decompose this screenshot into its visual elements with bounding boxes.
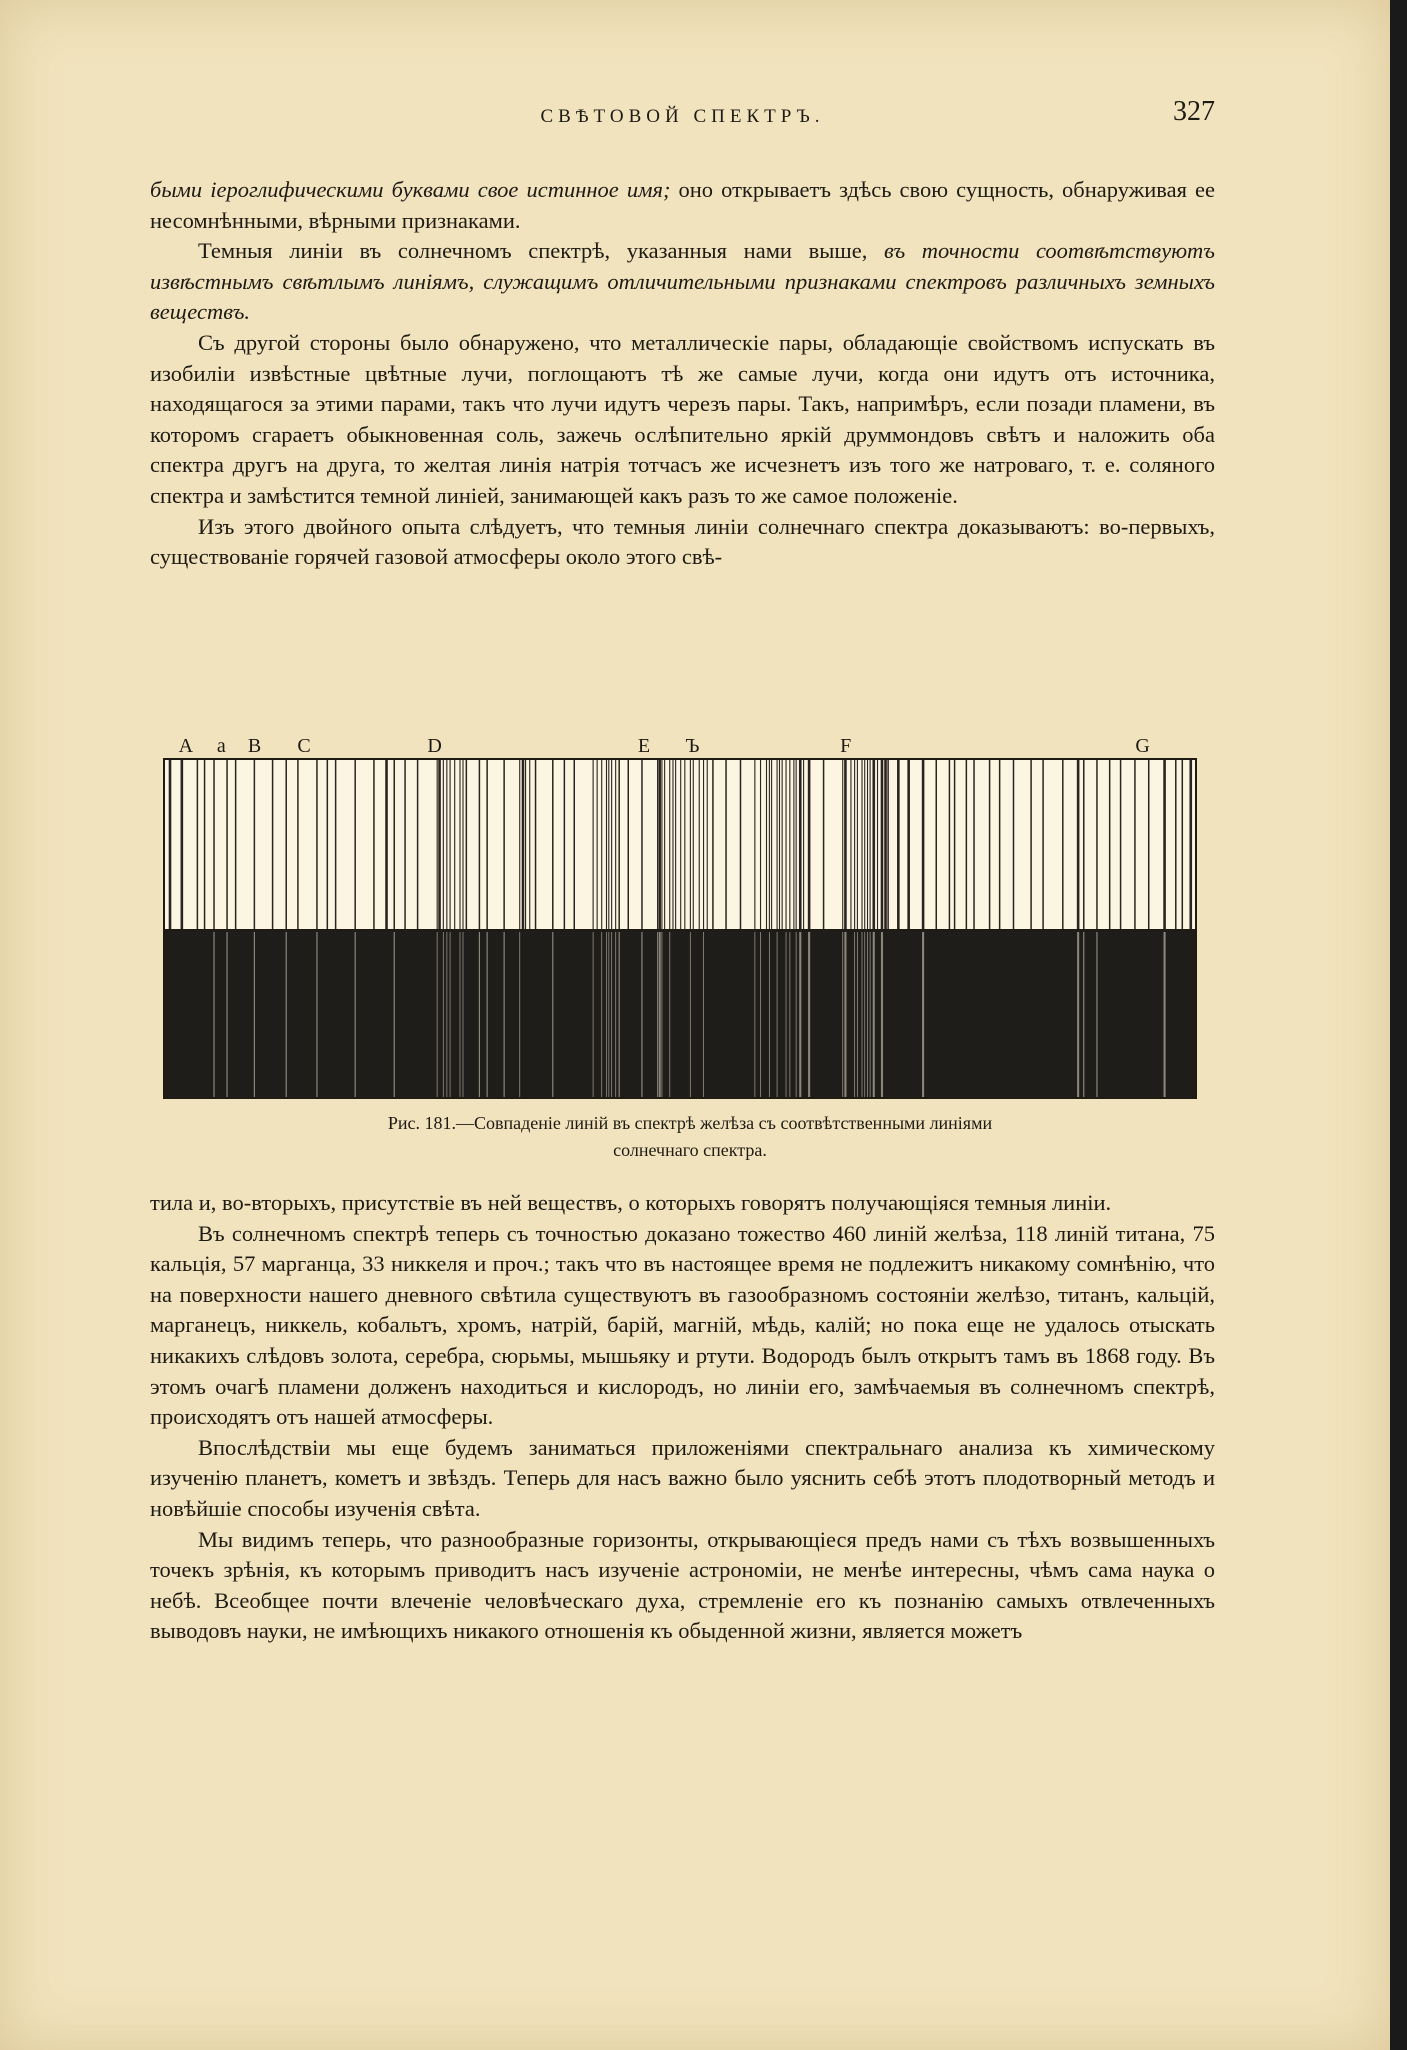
text-block-bottom — [150, 1188, 1215, 1647]
italic-phrase: быми iероглифическими буквами свое истинное имя; — [150, 177, 671, 202]
spectrum-label-3: C — [297, 735, 311, 757]
paragraph-continued — [150, 175, 1215, 236]
spectrum-line-labels — [160, 735, 1200, 757]
paragraph — [150, 236, 1215, 328]
page-number: 327 — [1173, 96, 1215, 127]
scan-edge — [1390, 0, 1407, 2050]
caption-line: Рис. 181.—Совпаденiе линiй въ спектрѣ желѣза съ соотвѣтственными линiями — [387, 1113, 993, 1133]
spectrum-figure — [160, 735, 1200, 1102]
spectrum-label-1: a — [216, 735, 226, 757]
paragraph: Въ солнечномъ спектрѣ теперь съ точностью доказано тожество 460 линiй желѣза, 118 линiй титана, 75 кальцiя, 57 марганца, 33 никкеля и проч.; такъ что въ настоящее время не подлежитъ никакому сомнѣнiю, что на поверхности нашего дневного свѣтила существуютъ въ газообразномъ состоянiи желѣзо, титанъ, кальцiй, марганецъ, никкель, кобальтъ, хромъ, натрiй, барiй, магнiй, мѣдь, калiй; но пока еще не удалось отыскать никакихъ слѣдовъ золота, серебра, сюрьмы, мышьяку и ртути. Водородъ былъ открытъ тамъ въ 1868 году. Въ этомъ очагѣ пламени долженъ находиться и кислородъ, но линiи его, замѣчаемыя въ солнечномъ спектрѣ, происходятъ отъ нашей атмосферы. — [150, 1220, 1215, 1430]
solar-spectrum-band — [164, 759, 1196, 930]
spectrum-label-8: G — [1135, 735, 1150, 757]
spectrum-label-0: A — [178, 735, 194, 757]
paragraph: Изъ этого двойного опыта слѣдуетъ, что темныя линiи солнечнаго спектра доказываютъ: во-первыхъ, существованiе горячей газовой атмосферы около этого свѣ- — [150, 513, 1215, 570]
page-header — [150, 96, 1215, 136]
paragraph: Мы видимъ теперь, что разнообразные горизонты, открывающiеся предъ нами съ тѣхъ возвышенныхъ точекъ зрѣнiя, къ которымъ приводитъ насъ изученiе астрономiи, не менѣе интересны, чѣмъ сама наука о небѣ. Всеобщее почти влеченiе человѣческаго духа, стремленiе его къ познанiю самыхъ отвлеченныхъ выводовъ науки, не имѣющихъ никакого отношенiя къ обыденной жизни, является можетъ — [150, 1526, 1215, 1644]
spectrum-label-6: Ъ — [685, 735, 700, 757]
text-block-top — [150, 175, 1215, 573]
figure-caption — [240, 1110, 1140, 1164]
paragraph: Впослѣдствiи мы еще будемъ заниматься приложенiями спектральнаго анализа къ химическому изученiю планетъ, кометъ и звѣздъ. Теперь для насъ важно было уяснить себѣ этотъ плодотворный методъ и новѣйшiе способы изученiя свѣта. — [150, 1434, 1215, 1521]
caption-line: солнечнаго спектра. — [613, 1140, 767, 1160]
iron-spectrum-band — [164, 930, 1196, 1098]
paragraph-continued: тила и, во-вторыхъ, присутствiе въ ней веществъ, о которыхъ говорятъ получающiяся темныя линiи. — [150, 1190, 1112, 1215]
spectrum-label-5: E — [637, 735, 651, 757]
spectrum-label-4: D — [427, 735, 442, 757]
italic-phrase: въ точности соотвѣтствуютъ извѣстнымъ свѣтлымъ линiямъ, служащимъ отличительными признаками спектровъ различныхъ земныхъ веществъ. — [150, 238, 1215, 325]
paragraph-text: оно открываетъ здѣсь свою сущность, обнаруживая ее несомнѣнными, вѣрными признаками. — [150, 177, 1216, 233]
running-title: СВѢТОВОЙ СПЕКТРЪ. — [540, 106, 825, 127]
spectrum-label-2: B — [247, 735, 262, 757]
paragraph: Съ другой стороны было обнаружено, что металлическiе пары, обладающiе свойствомъ испускать въ изобилiи извѣстные цвѣтные лучи, поглощаютъ тѣ же самые лучи, когда они идутъ отъ источника, находящагося за этими парами, такъ что лучи идутъ черезъ пары. Такъ, напримѣръ, если позади пламени, въ которомъ сгараетъ обыкновенная соль, зажечь ослѣпительно яркiй друммондовъ свѣтъ и наложить оба спектра другъ на друга, то желтая линiя натрiя тотчасъ же исчезнетъ изъ того же натроваго, т. е. соляного спектра и замѣстится темной линiей, занимающей какъ разъ то же самое положенiе. — [150, 329, 1215, 508]
spectrum-illustration — [160, 757, 1200, 1102]
spectrum-label-7: F — [840, 735, 852, 757]
paragraph-text: Темныя линiи въ солнечномъ спектрѣ, указанныя нами выше, — [198, 238, 884, 264]
